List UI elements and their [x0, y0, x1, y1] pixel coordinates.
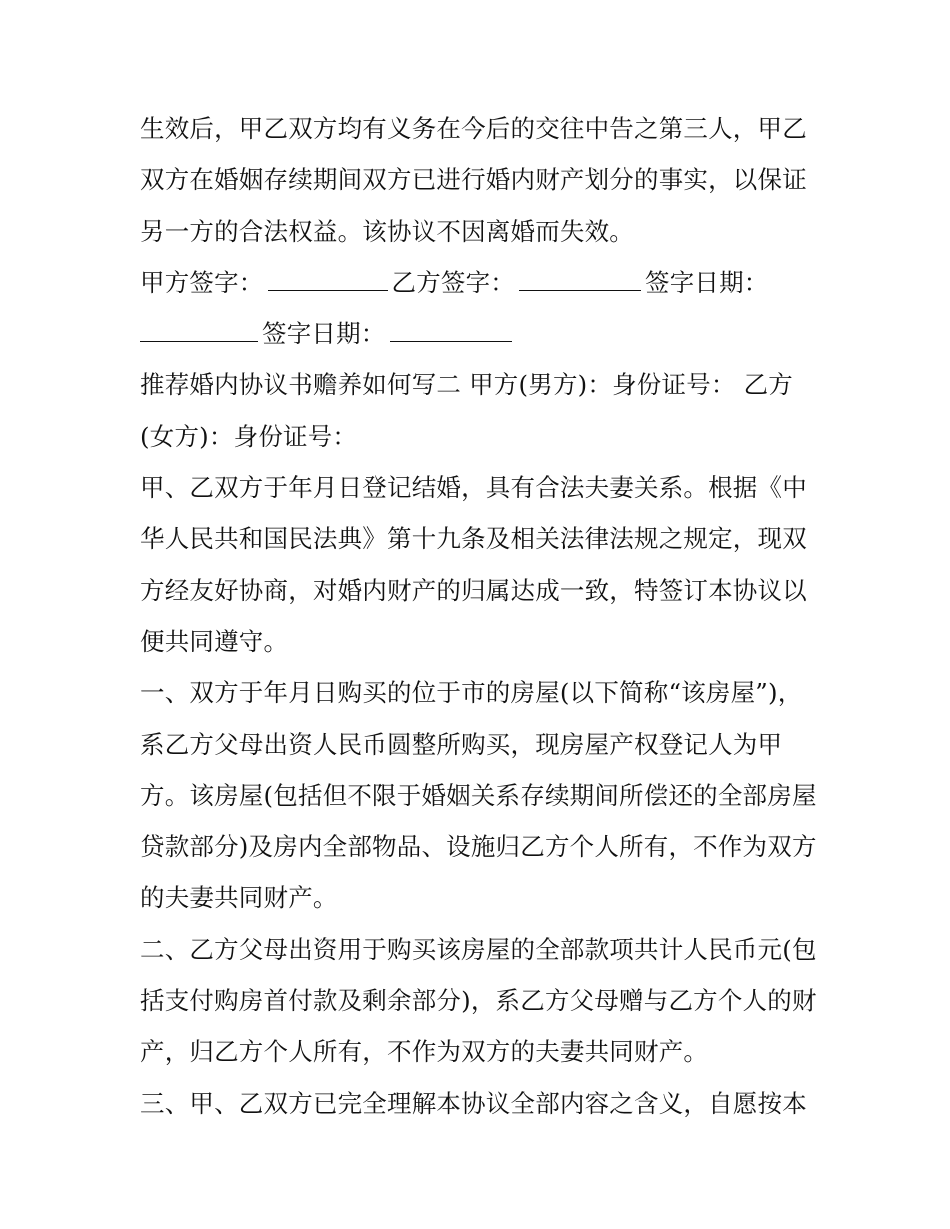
sign-date-blank-1: [140, 319, 258, 342]
party-b-sign-blank: [519, 268, 641, 291]
signature-row: [140, 257, 820, 360]
section-title: 推荐婚内协议书赡养如何写二 甲方(男方)：身份证号： 乙方(女方)：身份证号：: [140, 370, 793, 451]
paragraph-clause-2: 二、乙方父母出资用于购买该房屋的全部款项共计人民币元(包括支付购房首付款及剩余部分)，系乙方父母赠与乙方个人的财产，归乙方个人所有，不作为双方的夫妻共同财产。: [140, 934, 817, 1067]
sign-date-label-2: 签字日期：: [262, 319, 386, 349]
document-page: [140, 103, 820, 1129]
party-a-sign-blank: [268, 268, 388, 291]
paragraph-clause-1: 一、双方于年月日购买的位于市的房屋(以下简称“该房屋”)，系乙方父母出资人民币圆整所购买，现房屋产权登记人为甲方。该房屋(包括但不限于婚姻关系存续期间所偿还的全部房屋贷款部分)及房内全部物品、设施归乙方个人所有，不作为双方的夫妻共同财产。: [140, 678, 817, 913]
paragraph-effect-clause: 生效后，甲乙双方均有义务在今后的交往中告之第三人，甲乙双方在婚姻存续期间双方已进行婚内财产划分的事实，以保证另一方的合法权益。该协议不因离婚而失效。: [140, 114, 807, 246]
sign-date-label-1: 签字日期：: [645, 267, 769, 297]
party-b-sign-label: 乙方签字：: [391, 267, 515, 297]
party-a-sign-label: 甲方签字：: [140, 267, 264, 297]
paragraph-clause-3: 三、甲、乙双方已完全理解本协议全部内容之含义，自愿按本: [140, 1088, 807, 1118]
sign-date-blank-2: [390, 319, 512, 342]
paragraph-preamble: 甲、乙双方于年月日登记结婚，具有合法夫妻关系。根据《中华人民共和国民法典》第十九条及相关法律法规之规定，现双方经友好协商，对婚内财产的归属达成一致，特签订本协议以便共同遵守。: [140, 473, 807, 656]
